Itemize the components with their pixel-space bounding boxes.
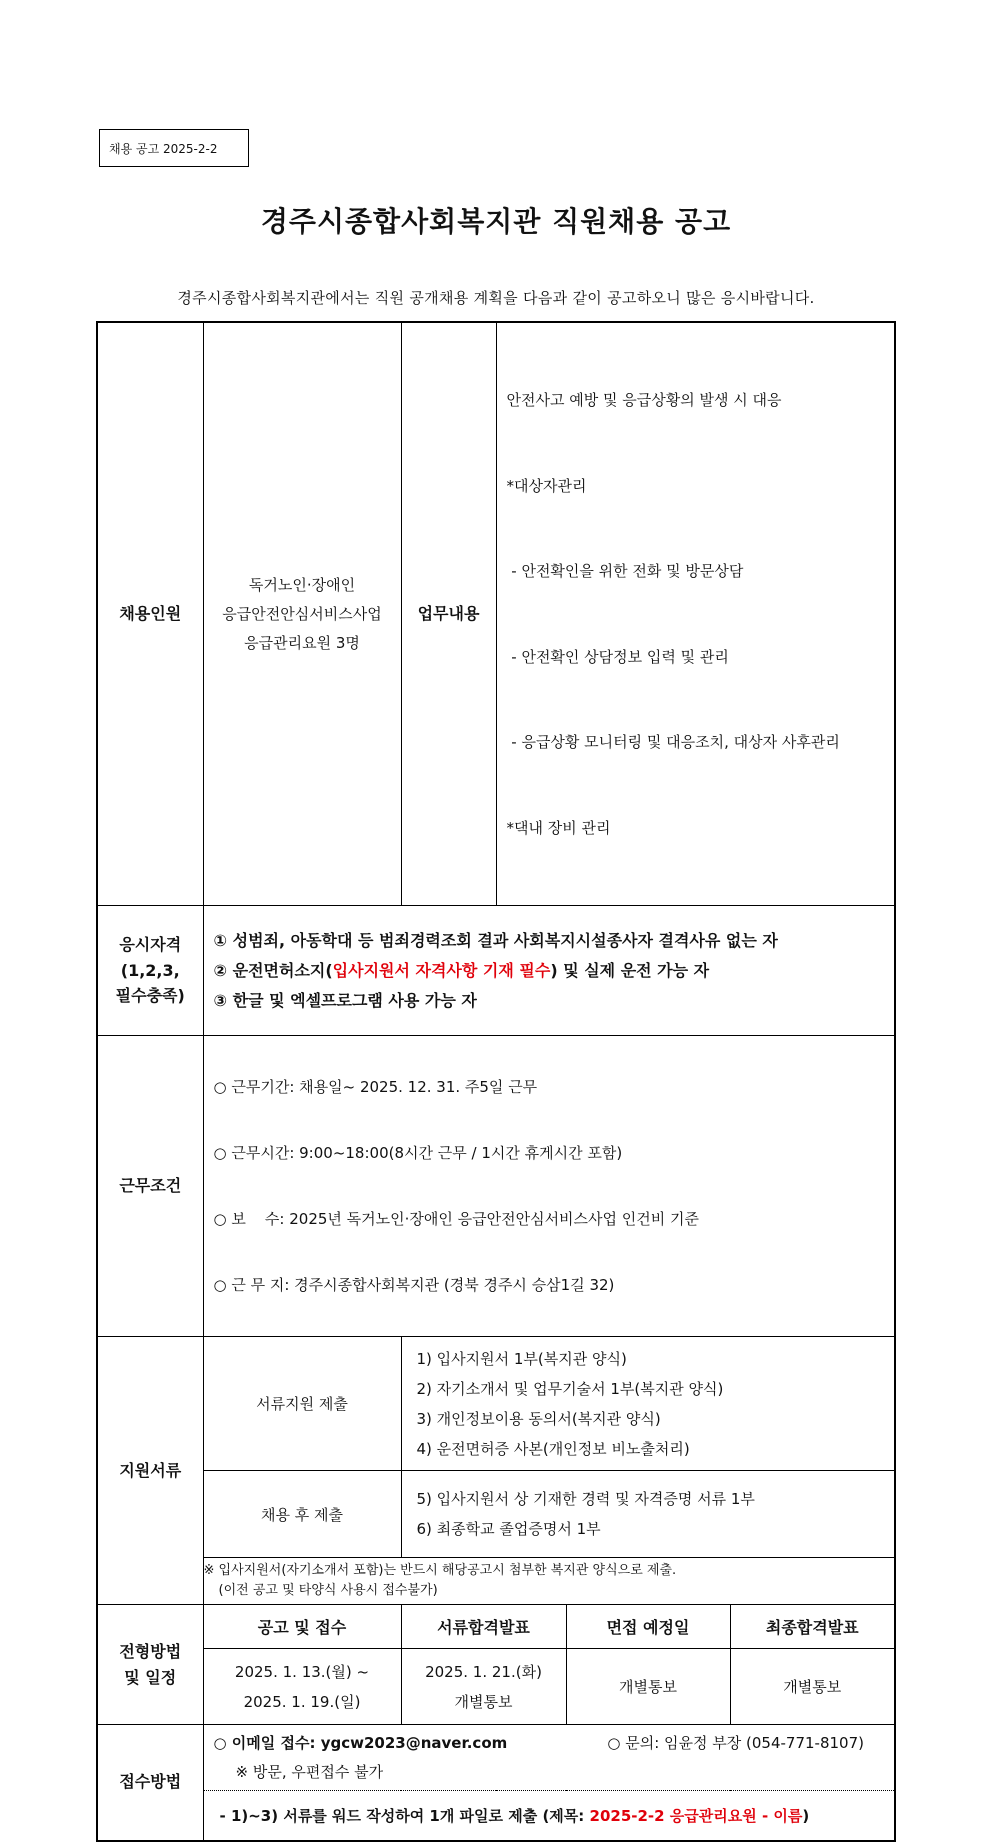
qualification-label [97, 906, 203, 1036]
duty-label: 업무내용 [401, 322, 496, 906]
conditions-list [203, 1036, 895, 1337]
submit-item: 3) 개인정보이용 동의서(복지관 양식) [416, 1409, 661, 1428]
submit-item: 4) 운전면허증 사본(개인정보 비노출처리) [416, 1439, 690, 1458]
condition-item: ○ 근무시간: 9:00~18:00(8시간 근무 / 1시간 휴게시간 포함) [213, 1144, 623, 1162]
qualification-item-2 [214, 956, 895, 986]
qualification-label-line: 필수충족) [115, 986, 185, 1006]
qualification-label-line: 응시자격 [119, 935, 182, 955]
qualification-item-1: ① 성범죄, 아동학대 등 범죄경력조회 결과 사회복지시설종사자 결격사유 없는 자 [213, 930, 778, 950]
apply-no-visit: ※ 방문, 우편접수 불가 [235, 1762, 384, 1781]
condition-item: ○ 근무기간: 채용일~ 2025. 12. 31. 주5일 근무 [213, 1078, 538, 1096]
recruitment-table [96, 321, 896, 1842]
documents-label: 지원서류 [97, 1337, 203, 1605]
submit-list [401, 1337, 895, 1471]
documents-note [203, 1558, 895, 1605]
recruit-label: 채용인원 [97, 322, 203, 906]
position-line: 응급관리요원 3명 [244, 633, 360, 652]
after-label: 채용 후 제출 [203, 1471, 401, 1558]
duty-item: - 안전확인 상담정보 입력 및 관리 [506, 647, 729, 666]
position-line: 응급안전안심서비스사업 [222, 604, 382, 623]
submit-item: 1) 입사지원서 1부(복지관 양식) [416, 1349, 627, 1368]
duty-list [496, 322, 895, 906]
page-title: 경주시종합사회복지관 직원채용 공고 [260, 205, 732, 238]
conditions-label: 근무조건 [97, 1036, 203, 1337]
duty-item: - 응급상황 모니터링 및 대응조치, 대상자 사후관리 [506, 733, 840, 751]
notice-number: 채용 공고 2025-2-2 [99, 129, 249, 167]
apply-rule-post: ) [802, 1806, 810, 1825]
note-line: (이전 공고 및 타양식 사용시 접수불가) [218, 1583, 438, 1598]
qualification-item-2-pre: ② 운전면허소지( [213, 960, 333, 980]
submit-label: 서류지원 제출 [203, 1337, 401, 1471]
recruit-position [203, 322, 401, 906]
qualification-item-2-highlight: 입사지원서 자격사항 기재 필수 [332, 960, 551, 980]
schedule-header: 면접 예정일 [566, 1605, 730, 1649]
schedule-period-line: 2025. 1. 19.(일) [243, 1692, 361, 1711]
duty-item: *대상자관리 [506, 476, 587, 495]
duty-item: - 안전확인을 위한 전화 및 방문상담 [506, 562, 744, 580]
intro-text: 경주시종합사회복지관에서는 직원 공개채용 계획을 다음과 같이 공고하오니 많은 응시바랍니다. [177, 289, 815, 307]
qualification-item-3: ③ 한글 및 엑셀프로그램 사용 가능 자 [213, 990, 477, 1010]
qualification-item-2-post: ) 및 실제 운전 가능 자 [550, 960, 710, 980]
schedule-doc-line: 개별통보 [454, 1692, 513, 1711]
apply-rule-title: 2025-2-2 응급관리요원 - 이름 [589, 1806, 803, 1825]
position-line: 독거노인·장애인 [248, 575, 356, 594]
condition-item: ○ 근 무 지: 경주시종합사회복지관 (경북 경주시 승삼1길 32) [213, 1276, 615, 1294]
schedule-interview: 개별통보 [566, 1649, 730, 1725]
schedule-period-line: 2025. 1. 13.(월) ~ [234, 1662, 370, 1681]
schedule-final: 개별통보 [730, 1649, 895, 1725]
duty-item: *댁내 장비 관리 [506, 818, 611, 837]
apply-info [203, 1725, 895, 1791]
schedule-label [97, 1605, 203, 1725]
note-line: ※ 입사지원서(자기소개서 포함)는 반드시 해당공고시 첨부한 복지관 양식으로 제출. [203, 1563, 677, 1578]
condition-item: ○ 보 수: 2025년 독거노인·장애인 응급안전안심서비스사업 인건비 기준 [213, 1210, 700, 1228]
apply-email: ○ 이메일 접수: ygcw2023@naver.com [213, 1733, 508, 1752]
after-list [401, 1471, 895, 1558]
submit-item: 2) 자기소개서 및 업무기술서 1부(복지관 양식) [416, 1379, 724, 1398]
schedule-period [203, 1649, 401, 1725]
apply-contact: ○ 문의: 임윤정 부장 (054-771-8107) [607, 1733, 864, 1752]
qualification-label-line: (1,2,3, [120, 960, 180, 980]
schedule-header: 공고 및 접수 [203, 1605, 401, 1649]
schedule-header: 서류합격발표 [401, 1605, 566, 1649]
schedule-label-line: 전형방법 [119, 1641, 182, 1661]
qualification-list [203, 906, 895, 1036]
after-item: 5) 입사지원서 상 기재한 경력 및 자격증명 서류 1부 [416, 1490, 755, 1508]
apply-rule-pre: - 1)~3) 서류를 워드 작성하여 1개 파일로 제출 (제목: [219, 1806, 590, 1825]
schedule-header: 최종합격발표 [730, 1605, 895, 1649]
schedule-label-line: 및 일정 [124, 1667, 177, 1687]
schedule-doc-result [401, 1649, 566, 1725]
apply-rule [203, 1791, 895, 1841]
after-item: 6) 최종학교 졸업증명서 1부 [416, 1520, 601, 1538]
apply-row [214, 1729, 895, 1758]
duty-item: 안전사고 예방 및 응급상황의 발생 시 대응 [506, 391, 782, 409]
apply-label: 접수방법 [97, 1725, 203, 1841]
schedule-doc-line: 2025. 1. 21.(화) [425, 1662, 542, 1681]
